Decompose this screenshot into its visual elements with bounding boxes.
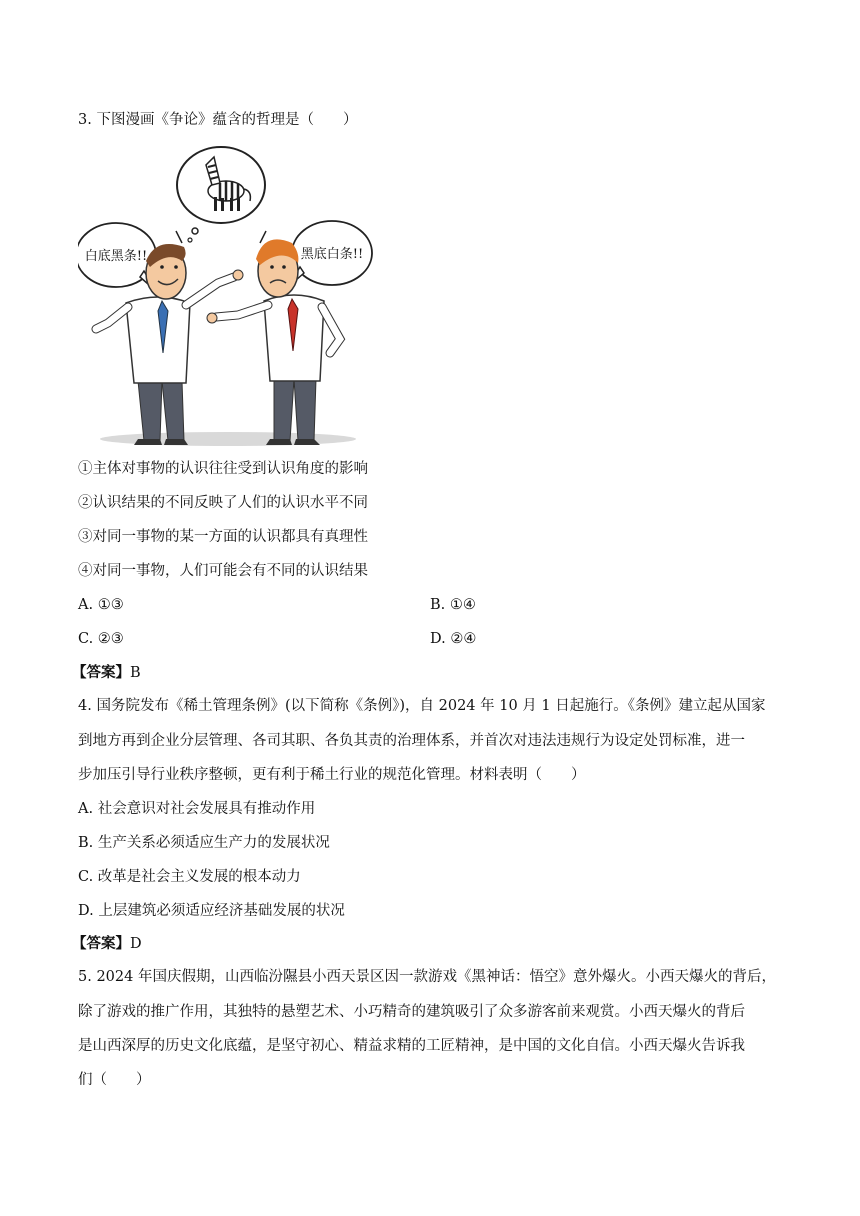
q4-answer-label: 【答案】 bbox=[72, 935, 130, 952]
right-speech-bubble bbox=[286, 221, 372, 289]
q3-answer-value: B bbox=[130, 665, 141, 681]
right-speech-text: 黑底白条!! bbox=[300, 247, 364, 262]
q3-option-d: D. ②④ bbox=[430, 631, 477, 647]
q3-statement-2: ②认识结果的不同反映了人们的认识水平不同 bbox=[78, 495, 368, 511]
q5-stem-line-2: 除了游戏的推广作用，其独特的悬塑艺术、小巧精奇的建筑吸引了众多游客前来观赏。小西天爆火的背后 bbox=[78, 1004, 745, 1020]
q3-option-c: C. ②③ bbox=[78, 631, 124, 647]
left-speech-bubble bbox=[78, 223, 156, 291]
q4-stem-line-2: 到地方再到企业分层管理、各司其职、各负其责的治理体系，并首次对违法违规行为设定处罚标准，进一 bbox=[78, 733, 745, 749]
q4-stem-line-1: 4. 国务院发布《稀土管理条例》(以下简称《条例》)，自 2024 年 10 月 1 日起施行。《条例》建立起从国家 bbox=[78, 698, 766, 714]
q4-option-d: D. 上层建筑必须适应经济基础发展的状况 bbox=[78, 903, 345, 919]
argument-cartoon bbox=[78, 143, 374, 448]
q3-option-a: A. ①③ bbox=[78, 597, 124, 613]
q5-stem-line-1: 5. 2024 年国庆假期，山西临汾隰县小西天景区因一款游戏《黑神话：悟空》意外爆火。小西天爆火的背后， bbox=[78, 969, 776, 985]
q4-option-b: B. 生产关系必须适应生产力的发展状况 bbox=[78, 835, 330, 851]
q4-option-a: A. 社会意识对社会发展具有推动作用 bbox=[78, 801, 316, 817]
q4-option-c: C. 改革是社会主义发展的根本动力 bbox=[78, 869, 301, 885]
q3-statement-1: ①主体对事物的认识往往受到认识角度的影响 bbox=[78, 461, 368, 477]
q3-answer-label: 【答案】 bbox=[72, 664, 130, 681]
q3-answer bbox=[72, 663, 141, 683]
q3-option-b: B. ①④ bbox=[430, 597, 476, 613]
q3-stem: 3. 下图漫画《争论》蕴含的哲理是（ ） bbox=[78, 112, 358, 128]
q5-stem-line-4: 们（ ） bbox=[78, 1072, 151, 1088]
left-speech-text: 白底黑条!! bbox=[84, 249, 148, 264]
thought-bubble bbox=[176, 147, 266, 243]
q4-answer-value: D bbox=[130, 936, 142, 952]
q5-stem-line-3: 是山西深厚的历史文化底蕴，是坚守初心、精益求精的工匠精神，是中国的文化自信。小西天爆火告诉我 bbox=[78, 1038, 745, 1054]
q4-answer bbox=[72, 934, 142, 954]
q3-statement-3: ③对同一事物的某一方面的认识都具有真理性 bbox=[78, 529, 368, 545]
q3-statement-4: ④对同一事物，人们可能会有不同的认识结果 bbox=[78, 563, 368, 579]
q4-stem-line-3: 步加压引导行业秩序整顿，更有利于稀土行业的规范化管理。材料表明（ ） bbox=[78, 767, 586, 783]
